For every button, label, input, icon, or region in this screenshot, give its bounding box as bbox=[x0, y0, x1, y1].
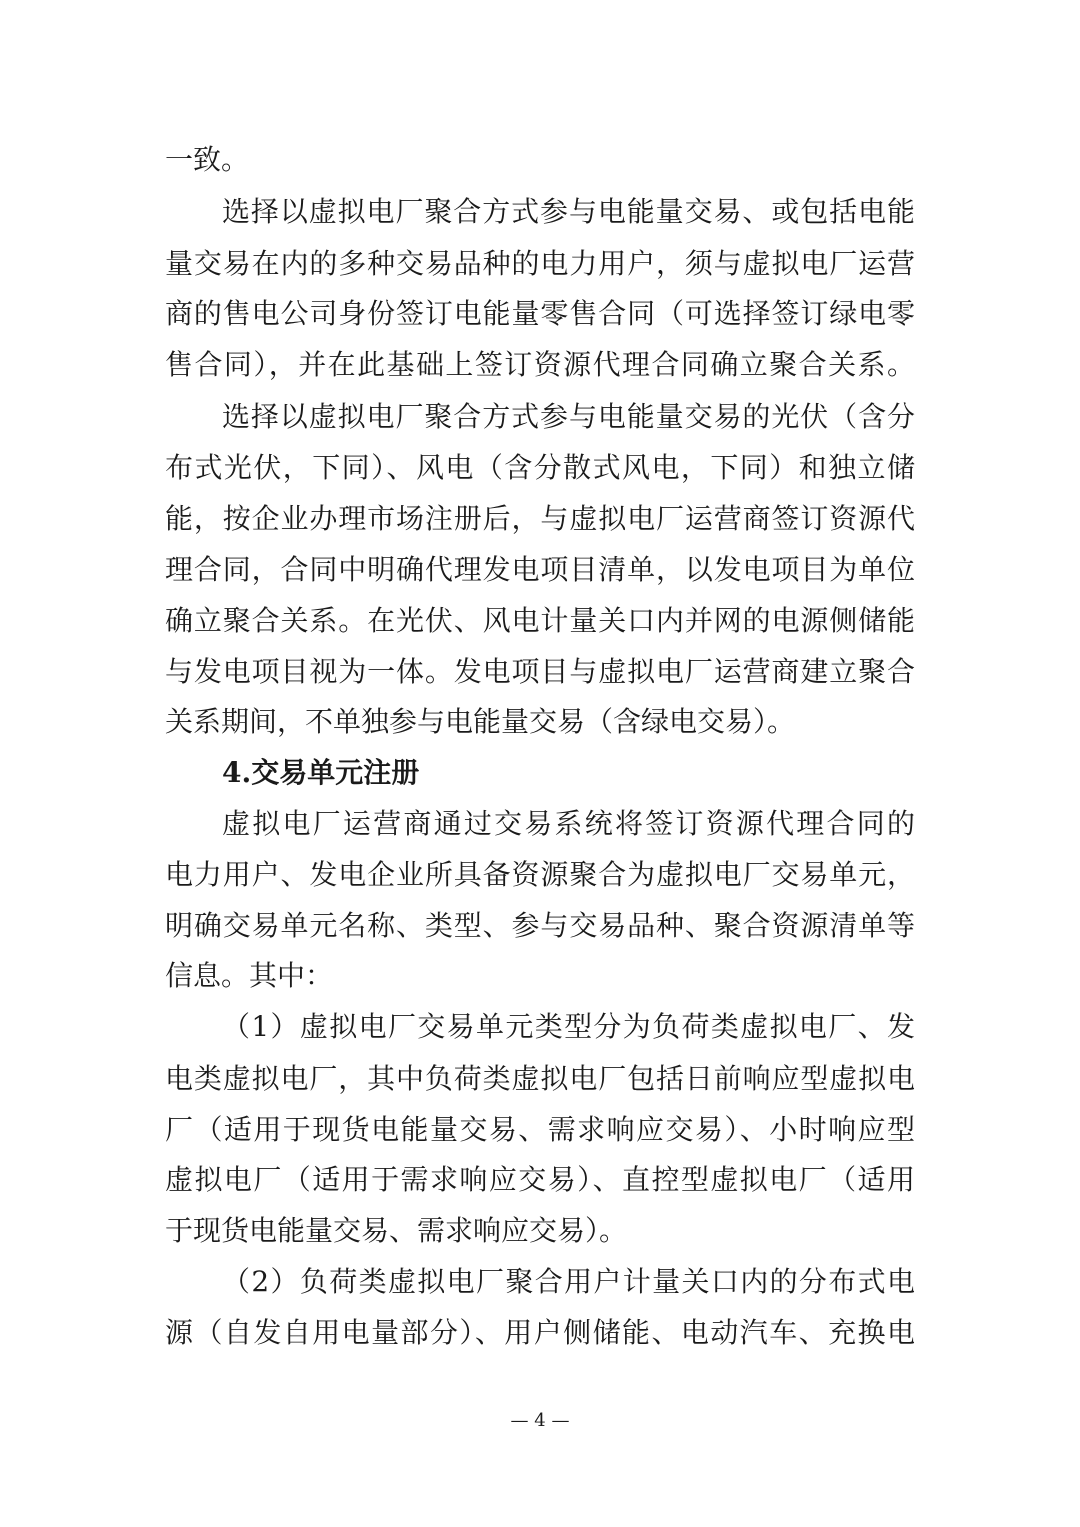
text-line-4: 商的售电公司身份签订电能量零售合同（可选择签订绿电零 bbox=[165, 297, 915, 330]
text-line-19: 电类虚拟电厂，其中负荷类虚拟电厂包括日前响应型虚拟电 bbox=[165, 1062, 915, 1095]
text-line-20: 厂（适用于现货电能量交易、需求响应交易）、小时响应型 bbox=[165, 1113, 915, 1146]
text-line-11: 与发电项目视为一体。发电项目与虚拟电厂运营商建立聚合 bbox=[165, 655, 915, 688]
text-line-10: 确立聚合关系。在光伏、风电计量关口内并网的电源侧储能 bbox=[165, 604, 915, 637]
text-line-22: 于现货电能量交易、需求响应交易）。 bbox=[165, 1214, 628, 1247]
section-heading: 4.交易单元注册 bbox=[222, 756, 420, 789]
text-line-9: 理合同，合同中明确代理发电项目清单，以发电项目为单位 bbox=[165, 553, 915, 586]
text-line-18: （1）虚拟电厂交易单元类型分为负荷类虚拟电厂、发 bbox=[222, 1010, 915, 1043]
page-number: — 4 — bbox=[510, 1410, 570, 1431]
text-line-24: 源（自发自用电量部分）、用户侧储能、电动汽车、充换电 bbox=[165, 1316, 915, 1349]
text-line-2: 选择以虚拟电厂聚合方式参与电能量交易、或包括电能 bbox=[222, 195, 915, 228]
text-line-12: 关系期间，不单独参与电能量交易（含绿电交易）。 bbox=[165, 705, 796, 738]
text-line-21: 虚拟电厂（适用于需求响应交易）、直控型虚拟电厂（适用 bbox=[165, 1163, 915, 1196]
text-line-6: 选择以虚拟电厂聚合方式参与电能量交易的光伏（含分 bbox=[222, 400, 915, 433]
text-line-17: 信息。其中： bbox=[165, 959, 334, 992]
text-line-3: 量交易在内的多种交易品种的电力用户，须与虚拟电厂运营 bbox=[165, 247, 915, 280]
text-line-16: 明确交易单元名称、类型、参与交易品种、聚合资源清单等 bbox=[165, 909, 915, 942]
text-line-15: 电力用户、发电企业所具备资源聚合为虚拟电厂交易单元， bbox=[165, 858, 915, 891]
text-line-5: 售合同），并在此基础上签订资源代理合同确立聚合关系。 bbox=[165, 348, 915, 381]
text-line-14: 虚拟电厂运营商通过交易系统将签订资源代理合同的 bbox=[222, 807, 915, 840]
text-line-23: （2）负荷类虚拟电厂聚合用户计量关口内的分布式电 bbox=[222, 1265, 915, 1298]
text-line-7: 布式光伏，下同）、风电（含分散式风电，下同）和独立储 bbox=[165, 451, 915, 484]
text-line-1: 一致。 bbox=[165, 143, 250, 176]
text-line-8: 能，按企业办理市场注册后，与虚拟电厂运营商签订资源代 bbox=[165, 502, 915, 535]
